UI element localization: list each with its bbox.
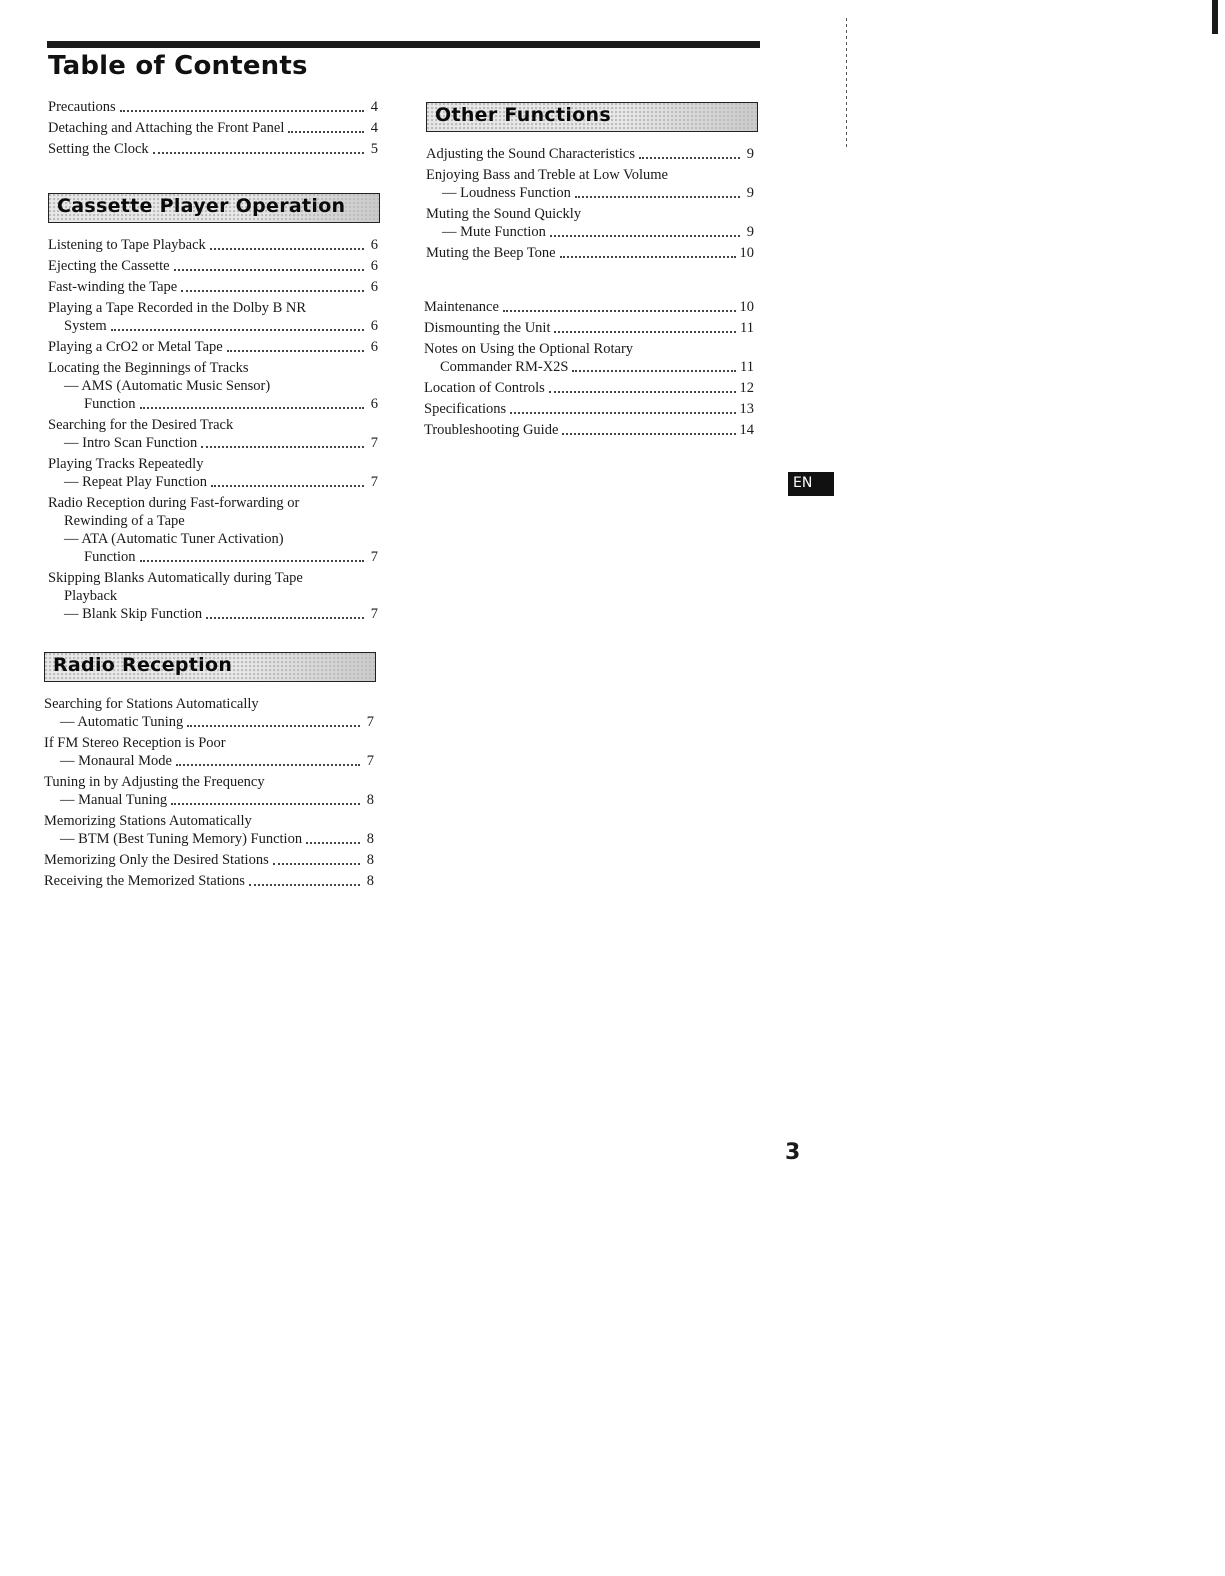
dot-leader	[575, 196, 740, 198]
language-tab	[788, 472, 834, 496]
dot-leader	[227, 350, 364, 352]
toc-entry	[48, 119, 378, 137]
toc-item	[48, 416, 378, 452]
toc-item	[426, 244, 754, 262]
top-rule	[47, 41, 760, 48]
dot-leader	[550, 235, 740, 237]
toc-entry-title: — Automatic Tuning	[60, 714, 184, 730]
toc-item	[48, 140, 378, 158]
toc-entry	[44, 872, 374, 890]
toc-entry-title: Muting the Beep Tone	[426, 245, 556, 261]
toc-entry-title: — Mute Function	[442, 224, 546, 240]
toc-item	[48, 98, 378, 116]
toc-item	[44, 734, 374, 770]
dot-leader	[306, 842, 360, 844]
toc-misc	[424, 298, 754, 442]
dot-leader	[503, 310, 736, 312]
dot-leader	[120, 110, 364, 112]
toc-entry	[48, 236, 378, 254]
toc-entry-title: Setting the Clock	[48, 141, 149, 157]
toc-entry-title: Detaching and Attaching the Front Panel	[48, 120, 285, 136]
dot-leader	[560, 256, 736, 258]
toc-entry	[44, 713, 374, 731]
toc-page-number: 4	[370, 120, 378, 136]
toc-item	[426, 145, 754, 163]
toc-entry-title: Searching for the Desired Track	[48, 417, 234, 433]
toc-page-number: 11	[740, 320, 754, 336]
toc-item	[424, 340, 754, 376]
toc-item	[48, 494, 378, 566]
toc-page-number: 10	[739, 299, 754, 315]
toc-item	[424, 319, 754, 337]
toc-entry-title: Skipping Blanks Automatically during Tape	[48, 570, 303, 586]
dot-leader	[510, 412, 735, 414]
language-tab-label: EN	[793, 475, 813, 491]
toc-page-number: 8	[366, 792, 374, 808]
toc-page-number: 12	[739, 380, 754, 396]
toc-entry-title: — Blank Skip Function	[64, 606, 203, 622]
toc-entry-title: Memorizing Only the Desired Stations	[44, 852, 269, 868]
toc-item	[44, 851, 374, 869]
toc-entry-title: Dismounting the Unit	[424, 320, 551, 336]
toc-item	[44, 773, 374, 809]
toc-item	[48, 338, 378, 356]
toc-item	[44, 812, 374, 848]
dot-leader	[562, 433, 735, 435]
dot-leader	[554, 331, 736, 333]
dot-leader	[171, 803, 360, 805]
toc-entry	[424, 298, 754, 316]
toc-item	[44, 872, 374, 890]
toc-item	[48, 569, 378, 623]
toc-radio	[44, 695, 374, 893]
toc-entry-title: If FM Stereo Reception is Poor	[44, 735, 226, 751]
toc-entry-title: Enjoying Bass and Treble at Low Volume	[426, 167, 668, 183]
toc-entry-title: — BTM (Best Tuning Memory) Function	[60, 831, 303, 847]
toc-entry-title: Notes on Using the Optional Rotary	[424, 341, 634, 357]
toc-entry	[426, 244, 754, 262]
toc-entry-title: Specifications	[424, 401, 507, 417]
toc-page-number: 11	[740, 359, 754, 375]
dot-leader	[639, 157, 740, 159]
dot-leader	[140, 407, 364, 409]
toc-page-number: 8	[366, 831, 374, 847]
toc-page-number: 6	[370, 258, 378, 274]
toc-entry	[48, 140, 378, 158]
toc-entry-title: — AMS (Automatic Music Sensor)	[64, 378, 271, 394]
toc-entry	[424, 400, 754, 418]
toc-page-number: 4	[370, 99, 378, 115]
toc-entry	[48, 338, 378, 356]
toc-item	[48, 119, 378, 137]
toc-page-number: 7	[370, 474, 378, 490]
dot-leader	[210, 248, 364, 250]
page-number: 3	[785, 1140, 801, 1165]
toc-item	[48, 359, 378, 413]
toc-other	[426, 145, 754, 265]
toc-item	[48, 236, 378, 254]
dot-leader	[273, 863, 360, 865]
toc-entry-title: Ejecting the Cassette	[48, 258, 170, 274]
toc-page-number: 5	[370, 141, 378, 157]
dot-leader	[187, 725, 360, 727]
toc-entry-title: Adjusting the Sound Characteristics	[426, 146, 636, 162]
dot-leader	[249, 884, 360, 886]
toc-entry	[424, 358, 754, 376]
toc-entry	[44, 791, 374, 809]
toc-item	[48, 455, 378, 491]
toc-item	[426, 205, 754, 241]
toc-entry-title: Maintenance	[424, 299, 499, 315]
toc-item	[424, 379, 754, 397]
toc-entry	[426, 184, 754, 202]
toc-entry-title: Playing Tracks Repeatedly	[48, 456, 204, 472]
toc-item	[424, 298, 754, 316]
toc-entry	[48, 434, 378, 452]
dot-leader	[111, 329, 364, 331]
toc-entry-title: Precautions	[48, 99, 116, 115]
toc-entry-title: Playback	[64, 588, 118, 604]
toc-page-number: 6	[370, 237, 378, 253]
toc-entry-title: Listening to Tape Playback	[48, 237, 206, 253]
toc-entry-title: Receiving the Memorized Stations	[44, 873, 245, 889]
toc-entry	[44, 752, 374, 770]
toc-entry-title: — Repeat Play Function	[64, 474, 207, 490]
toc-front	[48, 98, 378, 161]
section-banner-cassette	[48, 193, 380, 223]
toc-page-number: 7	[366, 714, 374, 730]
toc-page-number: 13	[739, 401, 754, 417]
toc-item	[424, 400, 754, 418]
toc-entry	[426, 145, 754, 163]
dot-leader	[176, 764, 360, 766]
toc-item	[424, 421, 754, 439]
dot-leader	[211, 485, 364, 487]
toc-entry	[426, 223, 754, 241]
toc-entry	[424, 421, 754, 439]
dot-leader	[153, 152, 364, 154]
dot-leader	[572, 370, 736, 372]
toc-entry-title: Location of Controls	[424, 380, 545, 396]
dot-leader	[206, 617, 364, 619]
toc-item	[44, 695, 374, 731]
dot-leader	[201, 446, 364, 448]
dot-leader	[288, 131, 364, 133]
toc-page-number: 6	[370, 318, 378, 334]
toc-page-number: 6	[370, 396, 378, 412]
toc-entry	[48, 317, 378, 335]
toc-page-number: 8	[366, 852, 374, 868]
toc-page-number: 7	[370, 606, 378, 622]
section-heading-cassette: Cassette Player Operation	[57, 195, 346, 217]
toc-entry	[48, 605, 378, 623]
toc-entry-title: Commander RM-X2S	[440, 359, 569, 375]
toc-entry-title: Locating the Beginnings of Tracks	[48, 360, 249, 376]
dot-leader	[140, 560, 364, 562]
toc-entry-title: — Manual Tuning	[60, 792, 168, 808]
toc-entry	[48, 257, 378, 275]
dot-leader	[181, 290, 364, 292]
section-banner-radio	[44, 652, 376, 682]
toc-entry-title: Function	[84, 396, 136, 412]
toc-cassette	[48, 236, 378, 626]
toc-page-number: 14	[739, 422, 754, 438]
toc-entry-title: Rewinding of a Tape	[64, 513, 185, 529]
toc-entry-title: Function	[84, 549, 136, 565]
toc-entry	[424, 319, 754, 337]
toc-page-number: 10	[739, 245, 754, 261]
toc-page-number: 6	[370, 339, 378, 355]
toc-entry	[44, 830, 374, 848]
toc-item	[48, 257, 378, 275]
section-banner-other	[426, 102, 758, 132]
toc-page-number: 7	[366, 753, 374, 769]
toc-entry-title: Muting the Sound Quickly	[426, 206, 582, 222]
toc-item	[48, 278, 378, 296]
toc-entry-title: Searching for Stations Automatically	[44, 696, 259, 712]
toc-entry-title: — Loudness Function	[442, 185, 571, 201]
toc-entry-title: Fast-winding the Tape	[48, 279, 178, 295]
toc-page-number: 6	[370, 279, 378, 295]
edge-mark	[1212, 0, 1218, 34]
toc-entry	[48, 395, 378, 413]
section-heading-radio: Radio Reception	[53, 654, 233, 676]
page-title: Table of Contents	[48, 51, 308, 81]
toc-entry	[48, 548, 378, 566]
toc-entry-title: Radio Reception during Fast-forwarding or	[48, 495, 300, 511]
toc-entry-title: — ATA (Automatic Tuner Activation)	[64, 531, 284, 547]
dot-leader	[174, 269, 364, 271]
toc-entry-title: Playing a Tape Recorded in the Dolby B NR	[48, 300, 307, 316]
toc-entry-title: System	[64, 318, 107, 334]
toc-entry-title: Playing a CrO2 or Metal Tape	[48, 339, 223, 355]
dot-leader	[549, 391, 736, 393]
toc-page-number: 8	[366, 873, 374, 889]
toc-item	[426, 166, 754, 202]
toc-entry-title: Tuning in by Adjusting the Frequency	[44, 774, 265, 790]
toc-entry-title: Memorizing Stations Automatically	[44, 813, 252, 829]
toc-page-number: 7	[370, 549, 378, 565]
toc-entry	[424, 379, 754, 397]
toc-entry	[44, 851, 374, 869]
toc-entry	[48, 278, 378, 296]
scan-artifact	[846, 18, 847, 148]
toc-entry	[48, 473, 378, 491]
section-heading-other: Other Functions	[435, 104, 611, 126]
toc-item	[48, 299, 378, 335]
toc-page-number: 7	[370, 435, 378, 451]
toc-entry-title: Troubleshooting Guide	[424, 422, 559, 438]
toc-entry-title: — Intro Scan Function	[64, 435, 198, 451]
toc-page-number: 9	[746, 146, 754, 162]
toc-page-number: 9	[746, 224, 754, 240]
toc-entry-title: — Monaural Mode	[60, 753, 172, 769]
toc-page-number: 9	[746, 185, 754, 201]
toc-entry	[48, 98, 378, 116]
